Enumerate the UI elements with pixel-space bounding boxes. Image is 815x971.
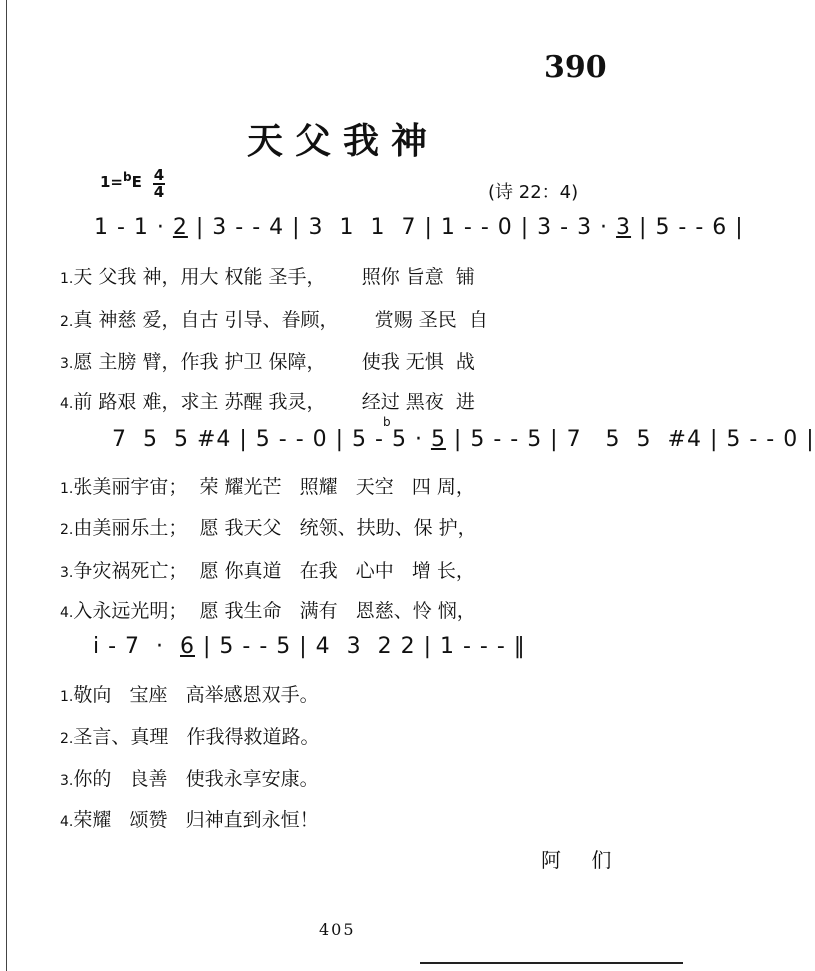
hymn-number: 390 xyxy=(544,50,607,85)
page-number: 405 xyxy=(319,920,356,939)
lyric-line: 1.张美丽宇宙； 荣 耀光芒 照耀 天空 四 周， xyxy=(60,476,475,498)
lyric-line: 4.入永远光明； 愿 我生命 满有 恩慈、怜 悯， xyxy=(60,600,476,622)
key-flat: b xyxy=(123,170,132,184)
scripture-reference: (诗 22：4) xyxy=(488,182,579,203)
key-note: E xyxy=(131,173,142,191)
time-signature-bottom: 4 xyxy=(153,183,165,201)
lyric-line: 3.争灾祸死亡； 愿 你真道 在我 心中 增 长， xyxy=(60,560,475,582)
lyric-line: 2.真 神慈 爱，自古 引导、眷顾， 赏赐 圣民 自 xyxy=(60,309,488,331)
lyric-line: 2.圣言、真理 作我得救道路。 xyxy=(60,726,320,748)
notation-line-2: 7 5 5 #4 | 5 - - 0 | 5 - 5 · 5 | 5 - - 5 | 7 5 5 #4 | 5 - - 0 | xyxy=(112,427,815,452)
bottom-rule xyxy=(420,962,683,964)
amen-text: 阿 们 xyxy=(541,848,624,872)
lyric-line: 4.前 路艰 难，求主 苏醒 我灵， 经过 黑夜 进 xyxy=(60,391,475,413)
notation-line-3: i - 7 · 6 | 5 - - 5 | 4 3 2 2 | 1 - - - ‖ xyxy=(93,634,526,659)
lyric-line: 1.敬向 宝座 高举感恩双手。 xyxy=(60,684,319,706)
key-prefix: 1= xyxy=(100,173,124,191)
accidental-mark: b xyxy=(383,415,391,429)
lyric-line: 1.天 父我 神，用大 权能 圣手， 照你 旨意 铺 xyxy=(60,266,475,288)
lyric-line: 4.荣耀 颂赞 归神直到永恒！ xyxy=(60,809,319,831)
page-edge-line xyxy=(6,0,7,971)
lyric-line: 2.由美丽乐土； 愿 我天父 统领、扶助、保 护， xyxy=(60,517,477,539)
notation-line-1: 1 - 1 · 2 | 3 - - 4 | 3 1 1 7 | 1 - - 0 | 3 - 3 · 3 | 5 - - 6 | xyxy=(94,215,744,240)
key-signature xyxy=(100,170,142,191)
time-signature-top: 4 xyxy=(153,166,165,184)
lyric-line: 3.你的 良善 使我永享安康。 xyxy=(60,768,319,790)
time-signature xyxy=(152,168,166,200)
hymn-title: 天父我神 xyxy=(246,121,439,162)
lyric-line: 3.愿 主膀 臂，作我 护卫 保障， 使我 无惧 战 xyxy=(60,351,475,373)
